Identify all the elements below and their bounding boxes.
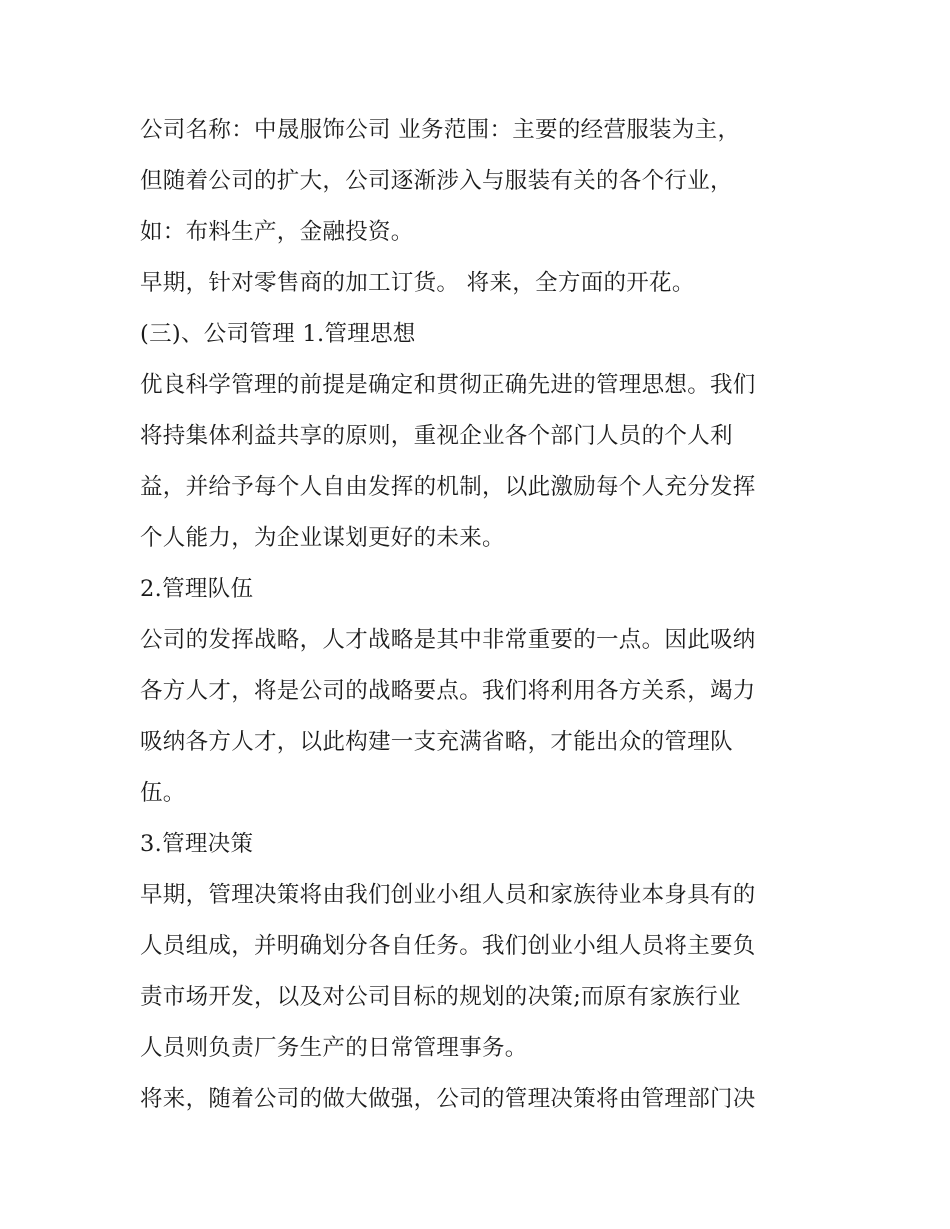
section-heading: (三)、公司管理 1.管理思想 bbox=[140, 321, 416, 347]
text-line: 人员则负责厂务生产的日常管理事务。 bbox=[140, 1035, 528, 1061]
text-line: 公司名称：中晟服饰公司 业务范围：主要的经营服装为主， bbox=[140, 117, 741, 143]
text-line: 吸纳各方人才，以此构建一支充满省略，才能出众的管理队 bbox=[140, 729, 733, 755]
text-line: 责市场开发，以及对公司目标的规划的决策;而原有家族行业 bbox=[140, 984, 741, 1010]
text-line: 将来，随着公司的做大做强，公司的管理决策将由管理部门决 bbox=[140, 1086, 756, 1112]
text-line: 将持集体利益共享的原则，重视企业各个部门人员的个人利 bbox=[140, 423, 733, 449]
document-body bbox=[140, 105, 820, 1125]
text-line: 个人能力，为企业谋划更好的未来。 bbox=[140, 525, 505, 551]
subsection-heading: 3.管理决策 bbox=[140, 831, 254, 857]
text-line: 优良科学管理的前提是确定和贯彻正确先进的管理思想。我们 bbox=[140, 372, 756, 398]
text-line: 伍。 bbox=[140, 780, 186, 806]
text-line: 早期，针对零售商的加工订货。 将来，全方面的开花。 bbox=[140, 270, 695, 296]
text-line: 人员组成，并明确划分各自任务。我们创业小组人员将主要负 bbox=[140, 933, 756, 959]
subsection-heading: 2.管理队伍 bbox=[140, 576, 254, 602]
text-line: 益，并给予每个人自由发挥的机制，以此激励每个人充分发挥 bbox=[140, 474, 756, 500]
text-line: 但随着公司的扩大，公司逐渐涉入与服装有关的各个行业， bbox=[140, 168, 733, 194]
text-line: 公司的发挥战略，人才战略是其中非常重要的一点。因此吸纳 bbox=[140, 627, 756, 653]
text-line: 如：布料生产，金融投资。 bbox=[140, 219, 414, 245]
text-line: 各方人才，将是公司的战略要点。我们将利用各方关系，竭力 bbox=[140, 678, 756, 704]
text-line: 早期，管理决策将由我们创业小组人员和家族待业本身具有的 bbox=[140, 882, 756, 908]
